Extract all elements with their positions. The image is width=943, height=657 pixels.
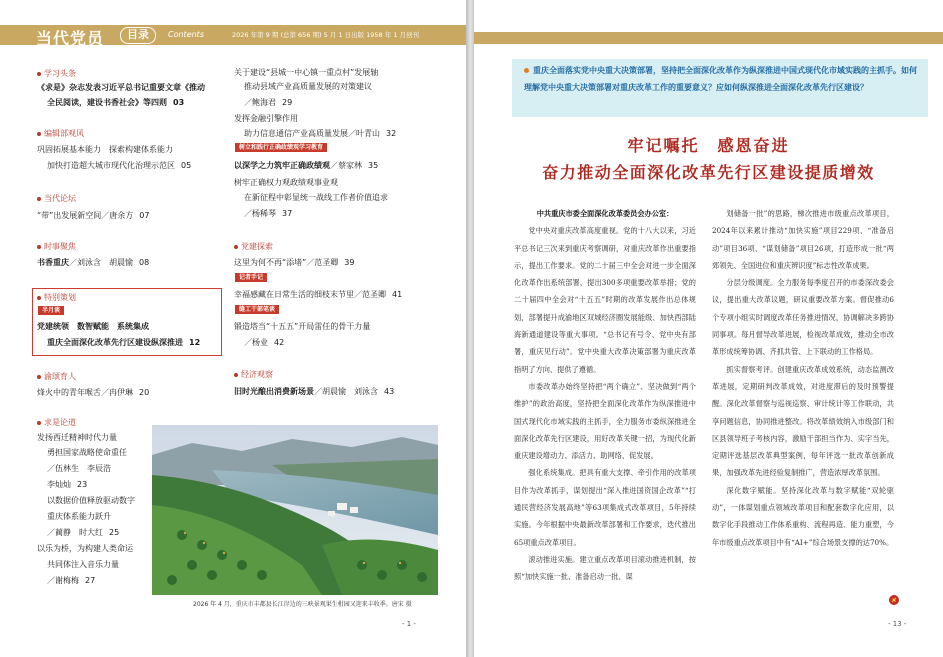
article-abstract [524, 63, 922, 96]
toc-page-number: 42 [274, 338, 285, 347]
toc-entry-title: 党建统领 数智赋能 系统集成 [37, 322, 149, 331]
toc-entry-title: ／鲍海君 [244, 98, 276, 107]
article-paragraph: 市委改革办始终坚持把“两个确立”、坚决做到“两个维护”的政治高度，坚持把全面深化改革作为纵深推进中国式现代化市域实践的主抓手，全力服务市委纵深推进全面深化改革先行区建设，用好改革关键一招，为现代化新重庆建设增动力、添活力、助网络、促发展。 [514, 381, 696, 461]
toc-entry-title: 李灿灿 [47, 480, 71, 489]
toc-section-label: 编辑部观风 [44, 129, 84, 138]
toc-entry-title: 幸福感藏在日常生活的细枝末节里／范圣卿 [234, 290, 386, 299]
party-emblem-icon [889, 595, 899, 605]
toc-page-number: 29 [282, 98, 293, 107]
section-dot-icon [37, 245, 41, 249]
article-paragraph: 党中央对重庆改革高度重视。党的十八大以来，习近平总书记三次来到重庆考察调研，对重庆改革作出重要指示，提出工作要求。党的二十届三中全会对进一步全面深化改革作出系统部署，提出300多项重要改革举措；党的二十届四中全会对“十五五”时期的改革发展作出总体规划，部署提升成渝地区双城经济圈发展能级、加快西部陆海新通道建设等重大事项。“总书记有号令、党中央有部署，重庆见行动”。党中央重大改革决策部署为重庆改革指明了方向、提供了遵循。 [514, 226, 696, 374]
toc-entry[interactable] [234, 159, 378, 172]
toc-page-number: 03 [173, 98, 185, 107]
toc-entry-title: ／杨业 [244, 338, 268, 347]
article-header-bar [474, 32, 943, 44]
toc-entry[interactable] [47, 336, 200, 349]
toc-entry[interactable] [234, 320, 370, 333]
toc-entry-bold-title: 以深学之力筑牢正确政绩观 [234, 161, 330, 170]
toc-page-number: 23 [77, 480, 88, 489]
toc-entry[interactable] [37, 143, 173, 156]
toc-entry[interactable] [234, 66, 378, 79]
toc-section-heading [234, 369, 273, 380]
toc-entry[interactable] [244, 207, 292, 220]
toc-section-label: 时事聚焦 [44, 242, 76, 251]
toc-page-number: 25 [109, 528, 120, 537]
section-dot-icon [37, 296, 41, 300]
toc-section-label: 学习头条 [44, 69, 76, 78]
toc-entry[interactable] [37, 542, 133, 555]
landscape-photo [152, 425, 438, 595]
toc-entry-title: 巩固拓展基本能力 探索构建体系能力 [37, 145, 173, 154]
toc-entry[interactable] [47, 96, 184, 109]
toc-entry[interactable] [244, 127, 396, 140]
section-dot-icon [234, 373, 238, 377]
toc-entry-title: 助力信息通信产业高质量发展／叶青山 [244, 129, 380, 138]
toc-entry[interactable] [37, 431, 117, 444]
toc-entry[interactable] [234, 176, 338, 189]
contents-page [0, 0, 466, 657]
toc-entry-title: ／杨稀琴 [244, 209, 276, 218]
magazine-title: 当代党员 [36, 29, 105, 48]
toc-entry-title: 《求是》杂志发表习近平总书记重要文章《推动 [37, 83, 205, 92]
toc-section-heading [37, 241, 76, 252]
toc-section-heading [37, 292, 76, 303]
toc-entry[interactable] [244, 80, 372, 93]
toc-entry[interactable] [47, 510, 111, 523]
issue-info: 2026 年第 9 期 (总第 656 期) 5 月 1 日出版 1958 年 1 月创刊 [232, 31, 420, 39]
toc-section-label: 求是论道 [44, 418, 76, 427]
toc-entry[interactable] [47, 574, 95, 587]
toc-entry[interactable] [234, 112, 298, 125]
toc-entry-title: “带”出发展新空间／唐余方 [37, 211, 134, 220]
toc-column-tag: 树立和践行正确政绩观学习教育 [235, 143, 327, 152]
toc-entry[interactable] [47, 526, 119, 539]
toc-entry-title: 全民阅读，建设书香社会》等四则 [47, 98, 167, 107]
section-dot-icon [37, 375, 41, 379]
article-author: 中共重庆市委全面深化改革委员会办公室： [536, 209, 674, 218]
toc-entry[interactable] [47, 462, 111, 475]
toc-page-number: 05 [181, 161, 192, 170]
toc-section-label: 党建探索 [241, 242, 273, 251]
toc-page-number: 32 [386, 129, 397, 138]
toc-entry[interactable] [37, 386, 149, 399]
yangtze-orchard-illustration [152, 425, 438, 595]
toc-section-label: 当代论坛 [44, 194, 76, 203]
toc-entry-title: 勇担国家战略使命重任 [47, 448, 127, 457]
section-dot-icon [37, 421, 41, 425]
toc-entry-title: 锻造塔当“十五五”开局雷任的骨干力量 [234, 322, 371, 331]
toc-entry-title: 以数据价值释放驱动数字 [47, 496, 135, 505]
toc-entry[interactable] [47, 558, 119, 571]
book-spine [466, 0, 474, 657]
toc-section-heading [37, 68, 76, 79]
toc-section-label: 经济观察 [241, 370, 273, 379]
toc-entry-title: 加快打造超大城市现代化治理示范区 [47, 161, 175, 170]
toc-entry-title: 关于建设“县城一中心镇一重点村”发展轴 [234, 68, 379, 77]
toc-entry-title: 共同体注入音乐力量 [47, 560, 119, 569]
toc-entry[interactable] [234, 288, 402, 301]
toc-entry[interactable] [244, 191, 388, 204]
toc-entry-title: 重庆全面深化改革先行区建设纵深推进 [47, 338, 183, 347]
bullet-dot-icon [524, 68, 529, 73]
article-page [474, 0, 943, 657]
article-title-line1: 牢记嘱托 感恩奋进 [627, 136, 790, 155]
toc-page-number: 35 [368, 161, 379, 170]
page-number-right: - 13 - [888, 620, 907, 628]
section-dot-icon [37, 132, 41, 136]
toc-entry-title: 发扬西迁精神时代力量 [37, 433, 117, 442]
toc-entry[interactable] [47, 494, 135, 507]
section-dot-icon [37, 197, 41, 201]
toc-page-number: 07 [139, 211, 150, 220]
toc-entry[interactable] [244, 96, 292, 109]
article-paragraph: 划储备一批”的思路，梯次推进市级重点改革项目，2024年以来累计推动“加快实施”项目229项、“准备启动”项目36项、“谋划储备”项目26项，打造形成一批“两郊领先、全国进位和重庆辨识度”标志性改革成果。 [712, 209, 894, 270]
toc-entry-title: 树牢正确权力观政绩观事业观 [234, 178, 338, 187]
toc-page-number: 39 [344, 258, 355, 267]
toc-entry-title: 以乐为桥，为构建人类命运 [37, 544, 133, 553]
page-number-left: - 1 - [402, 620, 416, 628]
toc-entry[interactable] [234, 385, 394, 398]
toc-section-heading [37, 128, 84, 139]
toc-entry[interactable] [47, 446, 127, 459]
toc-page-number: 37 [282, 209, 293, 218]
toc-section-label: 渝颂育人 [44, 372, 76, 381]
article-paragraph: 抓实督察考评。创建重庆改革成效系统，动态监测改革进展，定期研判改革成效，对进度滞后的及时预警提醒。深化改革督察与巡视巡察、审计统计等工作联动，共享问题信息，协同推进整改。将改革绩效纳入市级部门和区县领导班子考核内容，激励干部担当作为、实字当先，定期评选基层改革典型案例，每年评选一批改革创新成果，加强改革先进经验复制推广，营造浓厚改革氛围。 [712, 364, 894, 478]
toc-entry[interactable] [37, 256, 149, 269]
toc-entry-title: ／伍林生 李辰浩 [47, 464, 111, 473]
abstract-text: 重庆全面落实党中央重大决策部署，坚持把全面深化改革作为纵深推进中国式现代化市域实践的主抓手。如何理解党中央重大决策部署对重庆改革工作的重要意义？应如何纵深推进全面深化改革先行区建设？ [524, 66, 917, 92]
toc-column-tag: 记者手记 [235, 273, 267, 282]
toc-column-tag: 缝工干部笔谈 [235, 305, 279, 314]
toc-page-number: 41 [392, 290, 403, 299]
toc-section-label: 特别策划 [44, 293, 76, 302]
toc-entry-title: ／蔺静 时大红 [47, 528, 103, 537]
toc-section-heading [234, 241, 273, 252]
section-dot-icon [234, 245, 238, 249]
toc-entry[interactable] [37, 320, 149, 333]
article-column-2 [712, 205, 894, 609]
article-paragraph: 强化系统集成。把具有重大支撑、牵引作用的改革项目作为改革抓手，谋划提出“深入推进国资国企改革”“打通民营经济发展高地”等63项集成式改革项目，5年持续实施。今年根据中央最新改革部署和工作要求，迭代推出65项重点改革项目。 [514, 468, 696, 547]
toc-entry-title: 书香重庆／刘泳含 胡晨愉 [37, 258, 133, 267]
toc-entry[interactable] [244, 336, 284, 349]
toc-section-heading [37, 371, 76, 382]
toc-section-heading [37, 193, 76, 204]
toc-entry-title: 在新征程中彰显统一战线工作者价值追求 [244, 193, 388, 202]
article-column-1 [514, 205, 696, 609]
toc-entry[interactable] [234, 256, 354, 269]
toc-page-number: 43 [384, 387, 395, 396]
toc-entry[interactable] [47, 478, 87, 491]
toc-entry-title: 旧时光酿出消费新场景／胡晨愉 刘泳含 [234, 387, 378, 396]
toc-entry-title: 这里为何不再“添堵”／范圣卿 [234, 258, 339, 267]
toc-entry[interactable] [37, 81, 205, 94]
toc-column-tag: 半月谈 [38, 306, 64, 315]
toc-entry-title: 发挥金融引擎作用 [234, 114, 298, 123]
section-dot-icon [37, 72, 41, 76]
toc-entry-bold-title: 书香重庆 [37, 258, 69, 267]
mulu-badge: 目录 [120, 27, 156, 44]
toc-entry-title: 推动县域产业高质量发展的对策建议 [244, 82, 372, 91]
article-paragraph: 分层分级调度。全力服务每季度召开的市委深改委会议，提出重大改革议题，研议重要改革方案。督促推动6个专项小组实时调度改革任务推进情况，协调解决多跨协同事项。每月督导改革进展，检视改革成效，推动全市改革形成统筹协调、齐抓共管、上下联动的工作格局。 [712, 278, 894, 357]
article-paragraph: 深化数字赋能。坚持深化改革与数字赋能“双轮驱动”，一体谋划重点领域改革项目和配套数字化应用，以数字化手段推动工作体系重构、流程再造、能力重塑，今年市级重点改革项目中有“AI+”综合场景支撑的达70%。 [712, 485, 894, 547]
toc-entry-title: ／谢梅梅 [47, 576, 79, 585]
toc-page-number: 12 [189, 338, 201, 347]
article-paragraph: 滚动推进实施。建立重点改革项目滚动推进机制，按照“加快实施一批、准备启动一批、谋 [514, 554, 696, 582]
article-title-line2: 奋力推动全面深化改革先行区建设提质增效 [542, 163, 875, 182]
toc-section-heading [37, 417, 76, 428]
photo-caption: 2026 年 4 月，重庆市丰都县长江岸边的三峡景观果生柑园又迎来丰收季。唐宋 摄 [193, 601, 412, 608]
toc-entry-title: 烽火中的青年喉舌／冉伊琳 [37, 388, 133, 397]
toc-entry[interactable] [37, 209, 149, 222]
toc-entry-title: 重庆体系能力跃升 [47, 512, 111, 521]
toc-page-number: 27 [85, 576, 96, 585]
toc-entry-title: 以深学之力筑牢正确政绩观／蔡家林 [234, 161, 362, 170]
toc-page-number: 20 [139, 388, 150, 397]
contents-label: Contents [168, 30, 204, 39]
toc-page-number: 08 [139, 258, 150, 267]
toc-entry-bold-title: 旧时光酿出消费新场景 [234, 387, 314, 396]
toc-entry[interactable] [47, 159, 191, 172]
